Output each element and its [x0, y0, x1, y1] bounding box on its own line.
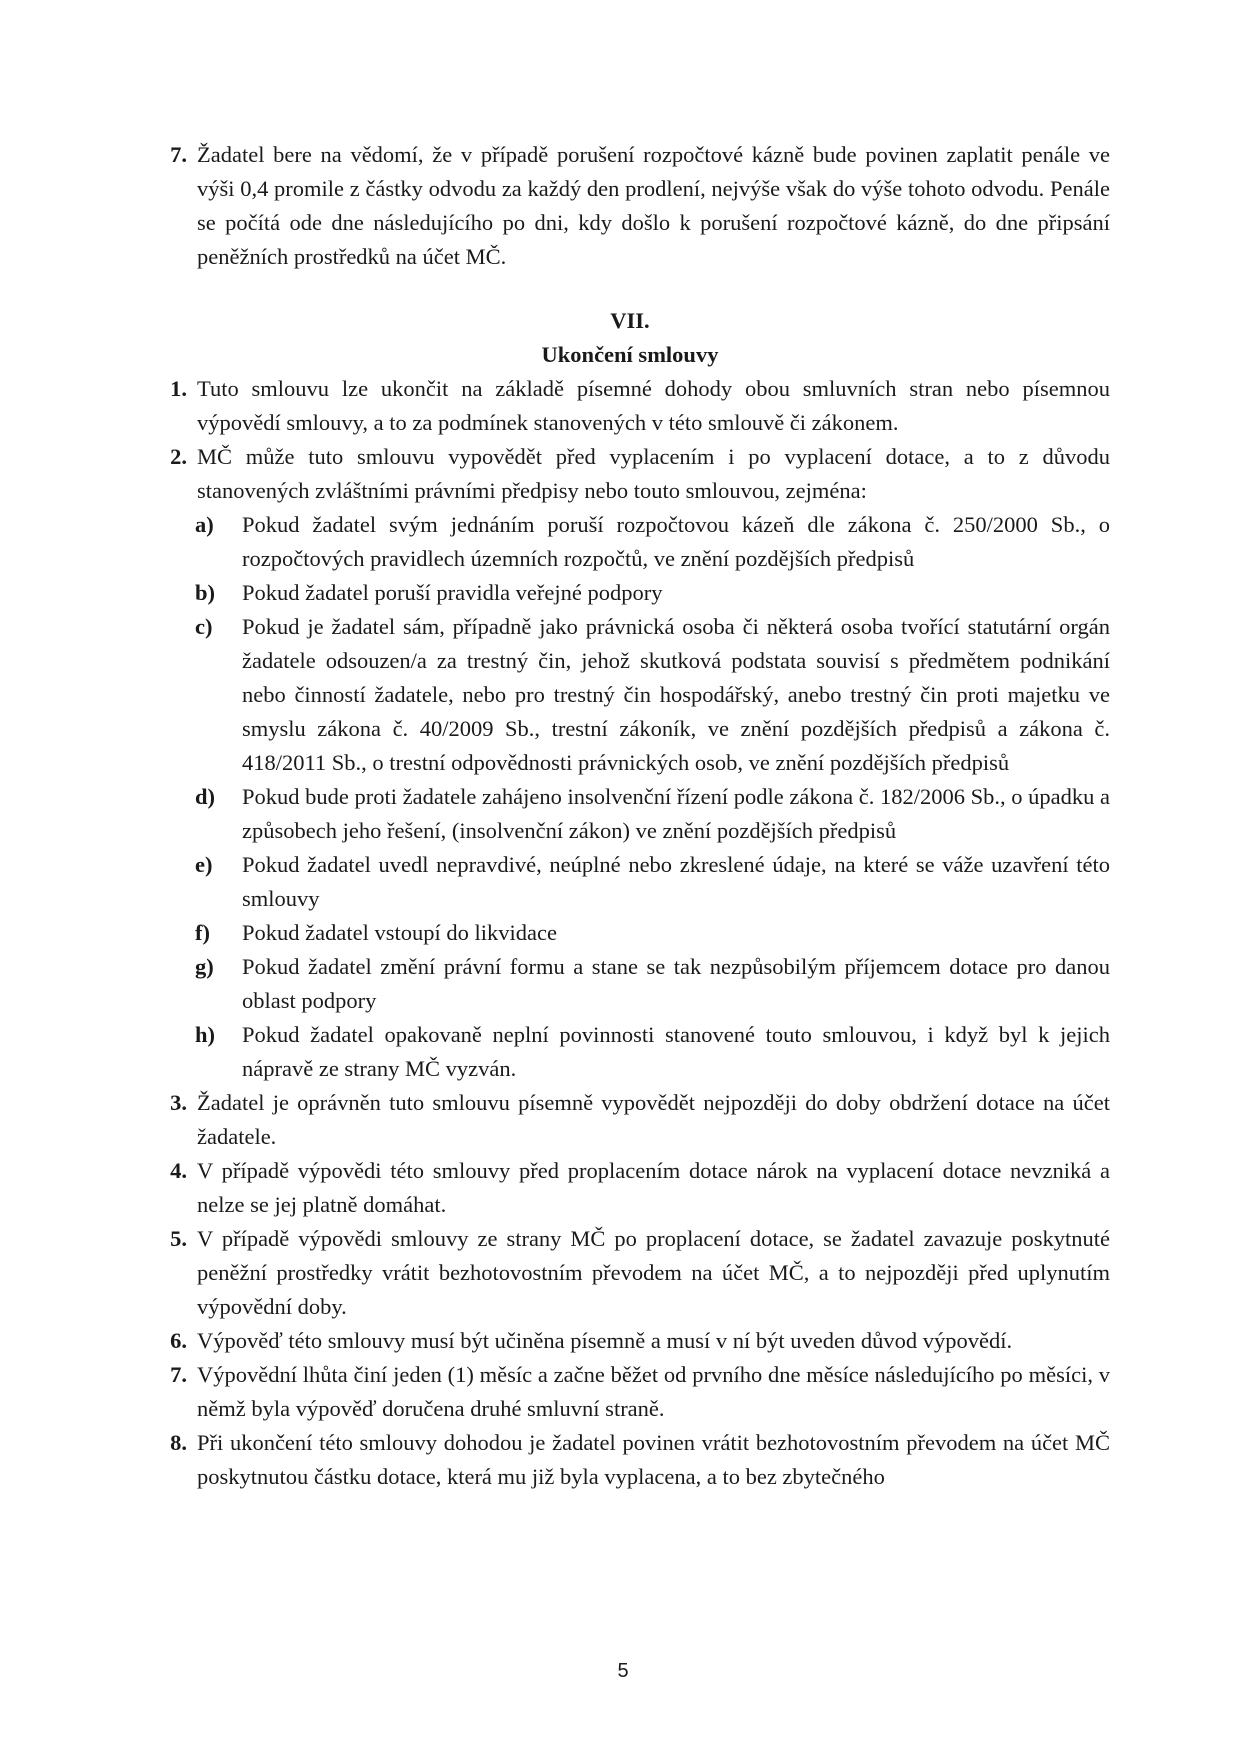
- sub-item: [195, 780, 1110, 848]
- sub-item: [195, 576, 1110, 610]
- item-text: Výpovědní lhůta činí jeden (1) měsíc a začne běžet od prvního dne měsíce následujícího po měsíci, v němž byla výpověď doručena druhé smluvní straně.: [197, 1362, 1110, 1421]
- item-text: Žadatel je oprávněn tuto smlouvu písemně vypovědět nejpozději do doby obdržení dotace na účet žadatele.: [197, 1090, 1110, 1149]
- item-number: 2.: [170, 444, 187, 469]
- list-item: [150, 1324, 1110, 1358]
- sub-item: [195, 610, 1110, 780]
- sub-item-letter: b): [195, 580, 216, 605]
- item-number: 7.: [170, 142, 187, 167]
- sub-item-text: Pokud je žadatel sám, případně jako právnická osoba či některá osoba tvořící statutární orgán žadatele odsouzen/a za trestný čin, jehož skutková podstata souvisí s předmětem podnikání nebo činností žadatele, nebo pro trestný čin hospodářský, anebo trestný čin proti majetku ve smyslu zákona č. 40/2009 Sb., trestní zákoník, ve znění pozdějších předpisů a zákona č. 418/2011 Sb., o trestní odpovědnosti právnických osob, ve znění pozdějších předpisů: [242, 614, 1110, 775]
- list-item: [150, 138, 1110, 274]
- list-item: [150, 1358, 1110, 1426]
- sub-item-text: Pokud žadatel poruší pravidla veřejné podpory: [242, 580, 663, 605]
- item-number: 3.: [170, 1090, 187, 1115]
- item-text: MČ může tuto smlouvu vypovědět před vyplacením i po vyplacení dotace, a to z důvodu stanovených zvláštními právními předpisy nebo touto smlouvou, zejména:: [197, 444, 1110, 503]
- item-text: Tuto smlouvu lze ukončit na základě písemné dohody obou smluvních stran nebo písemnou výpovědí smlouvy, a to za podmínek stanovených v této smlouvě či zákonem.: [197, 376, 1110, 435]
- item-number: 8.: [170, 1430, 187, 1455]
- item-number: 6.: [170, 1328, 187, 1353]
- item-text: Při ukončení této smlouvy dohodou je žadatel povinen vrátit bezhotovostním převodem na účet MČ poskytnutou částku dotace, která mu již byla vyplacena, a to bez zbytečného: [197, 1430, 1110, 1489]
- sub-item-letter: f): [195, 920, 210, 945]
- item-text: Žadatel bere na vědomí, že v případě porušení rozpočtové kázně bude povinen zaplatit penále ve výši 0,4 promile z částky odvodu za každý den prodlení, nejvýše však do výše tohoto odvodu. Penále se počítá ode dne následujícího po dni, kdy došlo k porušení rozpočtové kázně, do dne připsání peněžních prostředků na účet MČ.: [197, 142, 1110, 269]
- document-body: [150, 138, 1110, 1494]
- section-number: VII.: [610, 308, 650, 333]
- sub-item: [195, 1018, 1110, 1086]
- sub-item-text: Pokud žadatel opakovaně neplní povinnosti stanovené touto smlouvou, i když byl k jejich nápravě ze strany MČ vyzván.: [242, 1022, 1110, 1081]
- sub-item-letter: a): [195, 512, 214, 537]
- item-number: 5.: [170, 1226, 187, 1251]
- sub-item-text: Pokud žadatel svým jednáním poruší rozpočtovou kázeň dle zákona č. 250/2000 Sb., o rozpočtových pravidlech územních rozpočtů, ve znění pozdějších předpisů: [242, 512, 1110, 571]
- page-number: 5: [617, 1660, 629, 1682]
- sub-item-text: Pokud bude proti žadatele zahájeno insolvenční řízení podle zákona č. 182/2006 Sb., o úpadku a způsobech jeho řešení, (insolvenční zákon) ve znění pozdějších předpisů: [242, 784, 1110, 843]
- item-number: 7.: [170, 1362, 187, 1387]
- sub-item-letter: c): [195, 614, 213, 639]
- sub-item-letter: g): [195, 954, 214, 979]
- list-item: [150, 1154, 1110, 1222]
- sub-item-letter: e): [195, 852, 213, 877]
- item-text: Výpověď této smlouvy musí být učiněna písemně a musí v ní být uveden důvod výpovědí.: [197, 1328, 1013, 1353]
- list-item: [150, 440, 1110, 508]
- list-item: [150, 372, 1110, 440]
- sub-item: [195, 916, 1110, 950]
- list-item: [150, 1086, 1110, 1154]
- section-title: Ukončení smlouvy: [541, 342, 719, 367]
- sub-item-letter: d): [195, 784, 216, 809]
- sub-item-text: Pokud žadatel vstoupí do likvidace: [242, 920, 557, 945]
- item-text: V případě výpovědi smlouvy ze strany MČ po proplacení dotace, se žadatel zavazuje poskytnuté peněžní prostředky vrátit bezhotovostním převodem na účet MČ, a to nejpozději před uplynutím výpovědní doby.: [197, 1226, 1110, 1319]
- item-number: 4.: [170, 1158, 187, 1183]
- item-text: V případě výpovědi této smlouvy před proplacením dotace nárok na vyplacení dotace nevzniká a nelze se jej platně domáhat.: [197, 1158, 1110, 1217]
- sub-item-text: Pokud žadatel uvedl nepravdivé, neúplné nebo zkreslené údaje, na které se váže uzavření této smlouvy: [242, 852, 1110, 911]
- sub-item: [195, 508, 1110, 576]
- sub-item-letter: h): [195, 1022, 216, 1047]
- sub-item: [195, 848, 1110, 916]
- sub-item: [195, 950, 1110, 1018]
- list-item: [150, 1222, 1110, 1324]
- item-number: 1.: [170, 376, 187, 401]
- list-item: [150, 1426, 1110, 1494]
- sub-item-text: Pokud žadatel změní právní formu a stane se tak nezpůsobilým příjemcem dotace pro danou oblast podpory: [242, 954, 1110, 1013]
